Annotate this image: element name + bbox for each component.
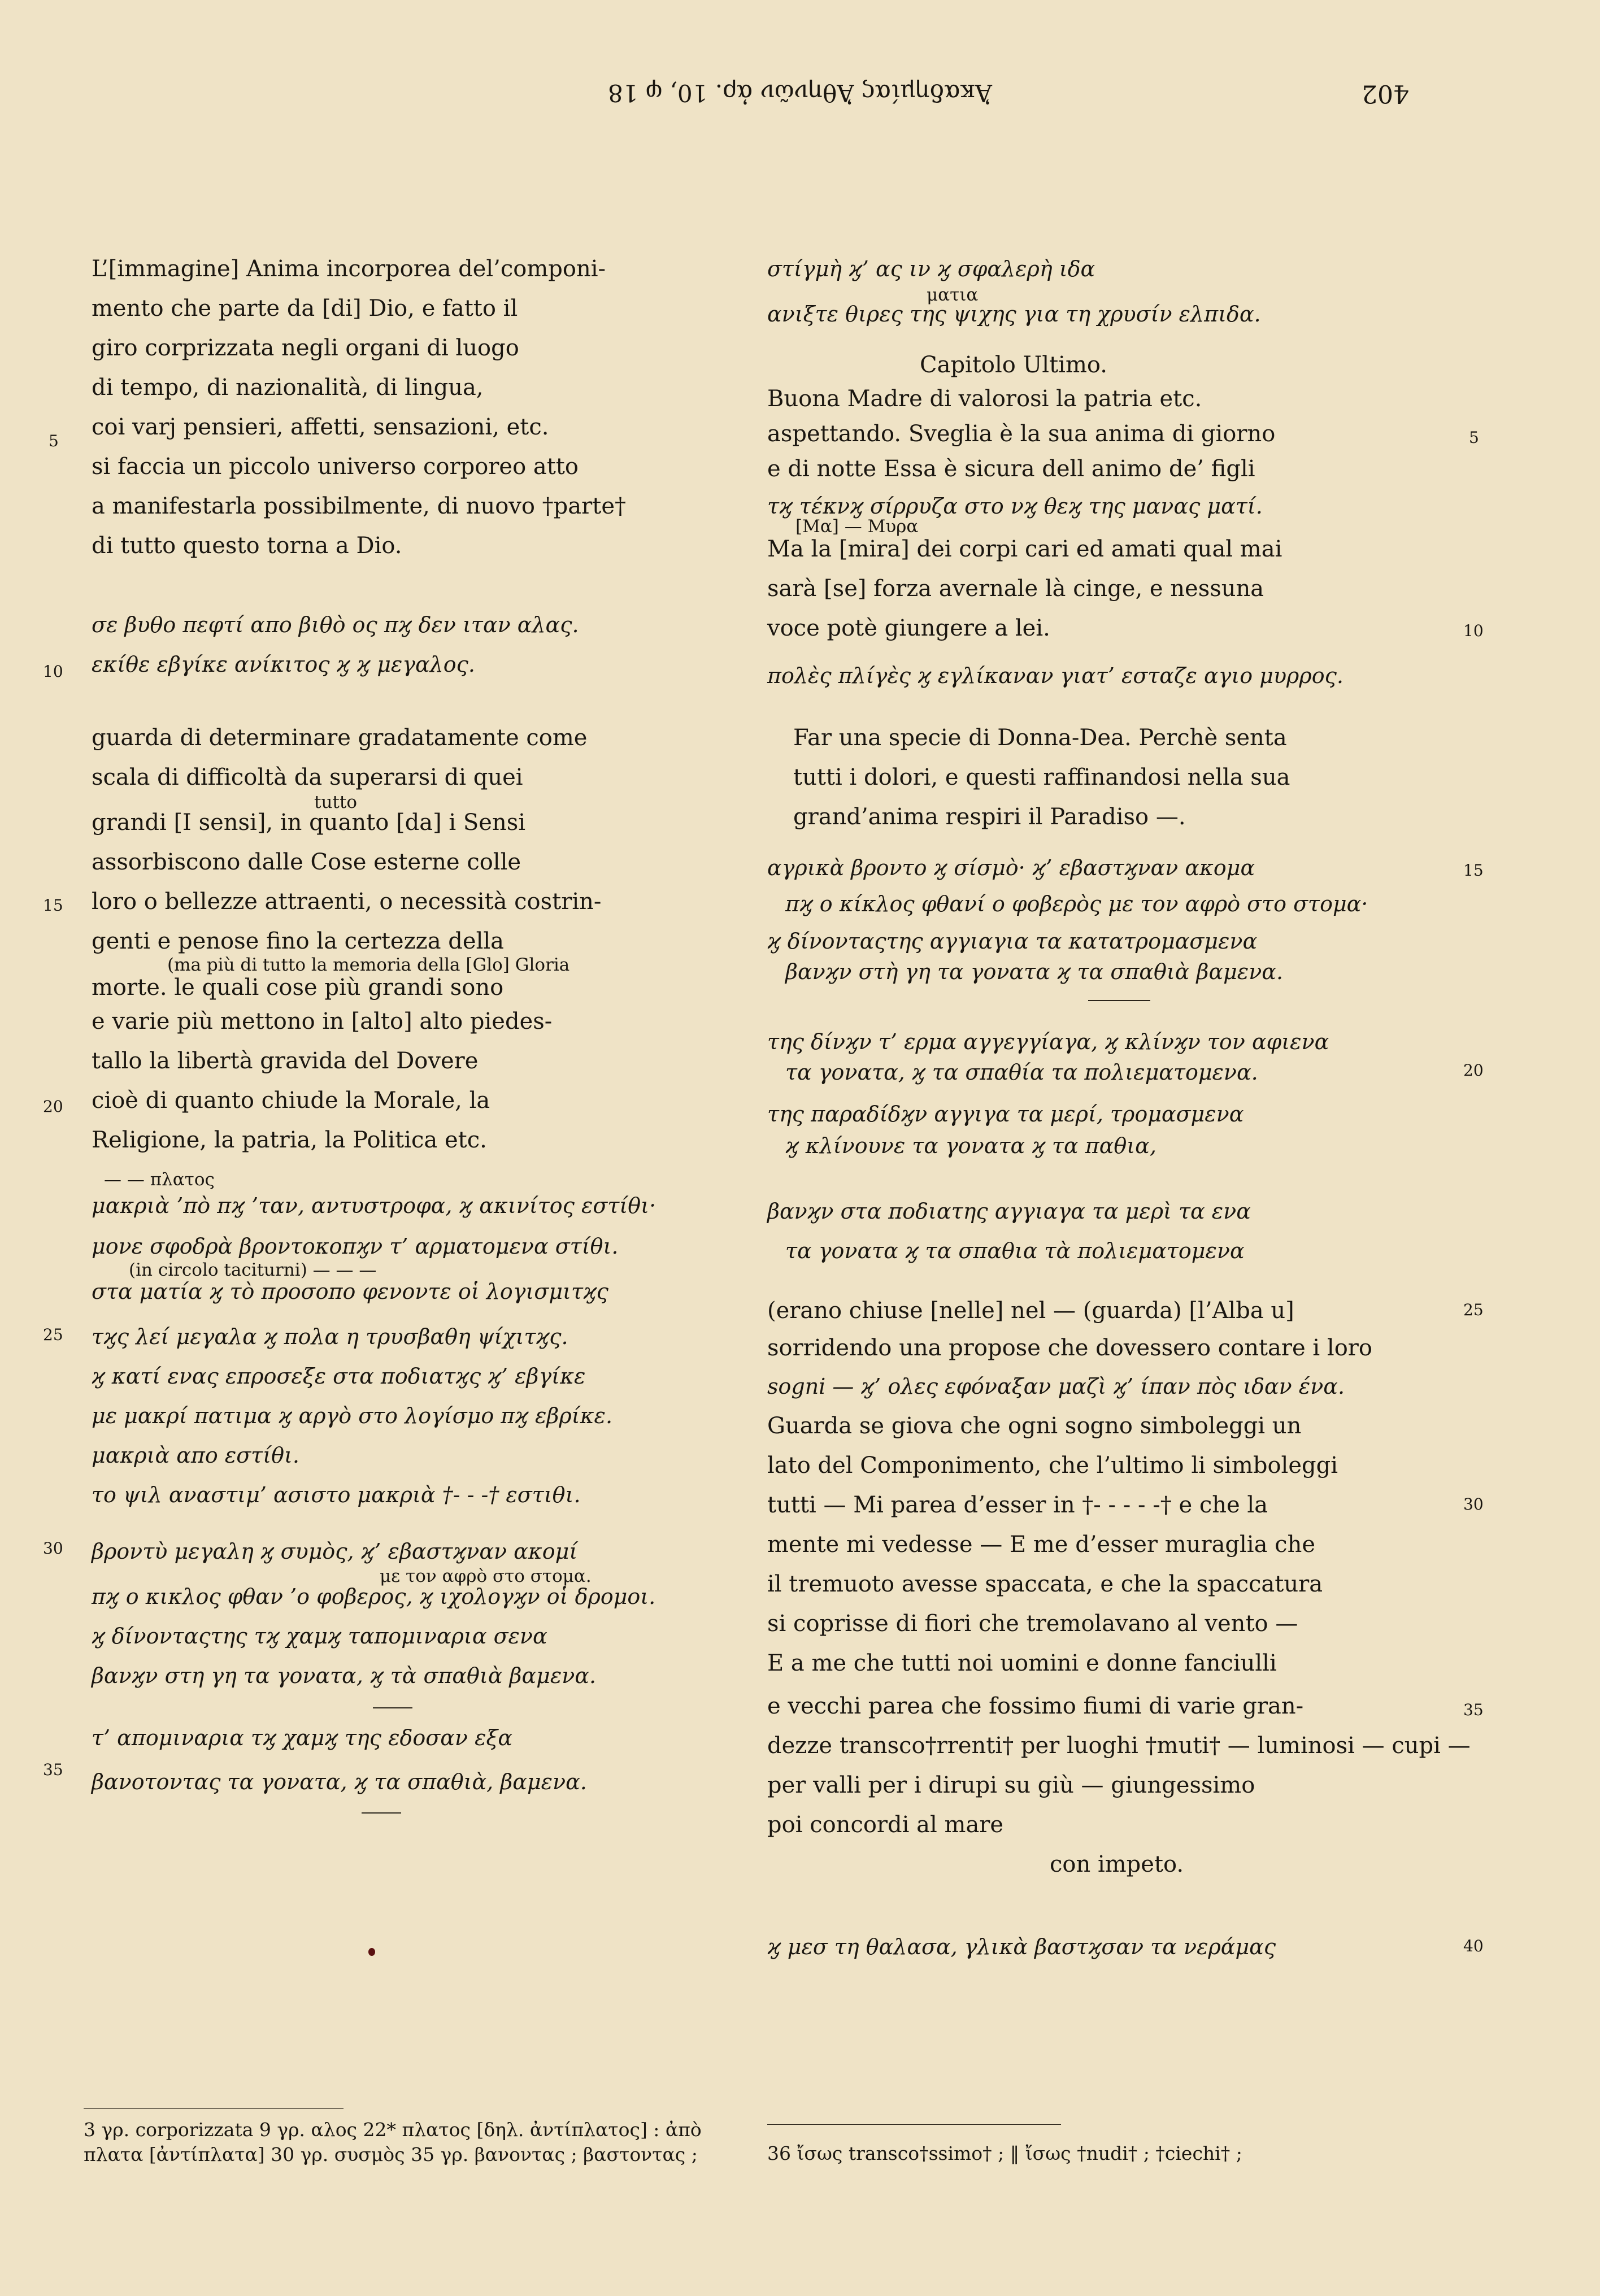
line-number: 15	[43, 896, 63, 915]
greek-line: στίγμὴ ϗ’ ας ιν ϗ σφαλερὴ ιδα	[767, 256, 1095, 281]
section-rule	[373, 1707, 412, 1708]
text-line: il tremuoto avesse spaccata, e che la spaccatura	[767, 1571, 1323, 1597]
text-line: a manifestarla possibilmente, di nuovo †parte†	[92, 493, 626, 519]
line-number: 10	[1463, 621, 1484, 640]
text-line: lato del Componimento, che l’ultimo li simboleggi	[767, 1453, 1338, 1479]
text-line: si coprisse di fiori che tremolavano al vento —	[767, 1611, 1298, 1637]
footnote: πλατα [ἀντίπλατα] 30 γρ. συσμὸς 35 γρ. βανοντας ; βαστοντας ;	[84, 2143, 698, 2165]
greek-line: ανιξτε θιρες της ψιχης για τη χρυσίν ελπιδα.	[767, 302, 1261, 327]
page-number: 402	[1362, 79, 1409, 108]
greek-line: τϗς λεί μεγαλα ϗ πολα η τρυσβαθη ψίχιτϗς.	[92, 1324, 568, 1349]
text-line: e di notte Essa è sicura dell animo de’ figli	[767, 456, 1255, 482]
section-rule	[1088, 1000, 1150, 1001]
greek-line: ϗ κατί ενας επροσεξε στα ποδιατϗς ϗ’ εβγίκε	[92, 1364, 586, 1389]
text-line: voce potè giungere a lei.	[767, 615, 1050, 641]
text-line: e vecchi parea che fossimo fiumi di varie gran-	[767, 1693, 1304, 1719]
text-line: mente mi vedesse — E me d’esser muraglia che	[767, 1532, 1315, 1558]
greek-line: με μακρί πατιμα ϗ αργὸ στο λογίσμο πϗ εβρίκε.	[92, 1403, 613, 1428]
text-line: mento che parte da [di] Dio, e fatto il	[92, 295, 518, 321]
greek-line: τα γονατα ϗ τα σπαθια τὰ πολιεματομενα	[785, 1238, 1245, 1263]
interlinear-note: — — πλατος	[104, 1169, 215, 1190]
greek-line: sogni — ϗ’ ολες εφόναξαν μαζὶ ϗ’ ίπαν πὸς ιδαν ένα.	[767, 1374, 1345, 1399]
footnote-rule	[767, 2124, 1061, 2125]
greek-line: πϗ ο κικλος φθαν ’ο φοβερος, ϗ ιχολογϗν οἱ δρομοι.	[92, 1584, 656, 1609]
text-line: e varie più mettono in [alto] alto piedes-	[92, 1008, 553, 1034]
line-number: 30	[1463, 1495, 1484, 1514]
text-line: giro corprizzata negli organi di luogo	[92, 335, 519, 361]
greek-line: μακριὰ ’πὸ πϗ ’ταν, αντυστροφα, ϗ ακινίτος εστίθι·	[92, 1193, 656, 1218]
text-line: L’[immagine] Anima incorporea del’componi-	[92, 256, 606, 282]
text-line: morte. le quali cose più grandi sono	[92, 975, 504, 1001]
greek-line: βανϗν στὴ γη τα γονατα ϗ τα σπαθιὰ βαμενα.	[785, 959, 1284, 984]
line-number: 35	[43, 1760, 63, 1779]
greek-line: βανϗν στη γη τα γονατα, ϗ τὰ σπαθιὰ βαμενα.	[92, 1663, 597, 1688]
greek-line: το ψιλ αναστιμ’ ασιστο μακριὰ †- - -† εστιθι.	[92, 1482, 581, 1507]
greek-line: τα γονατα, ϗ τα σπαθία τα πολιεματομενα.	[785, 1060, 1258, 1085]
text-line: loro o bellezze attraenti, o necessità costrin-	[92, 889, 602, 915]
greek-line: ϗ δίνονταςτης αγγιαγια τα κατατρομασμενα	[767, 929, 1258, 954]
text-line: tutti i dolori, e questi raffinandosi nella sua	[793, 764, 1290, 790]
greek-line: ϗ δίνονταςτης τϗ χαμϗ ταπομιναρια σενα	[92, 1624, 547, 1649]
greek-line: μακριὰ απο εστίθι.	[92, 1443, 299, 1468]
greek-line: βανϗν στα ποδιατης αγγιαγα τα μερὶ τα ενα	[767, 1199, 1251, 1224]
text-line: Far una specie di Donna-Dea. Perchè senta	[793, 725, 1287, 751]
text-line: cioè di quanto chiude la Morale, la	[92, 1088, 490, 1114]
text-line: si faccia un piccolo universo corporeo atto	[92, 454, 579, 480]
greek-line: τ’ απομιναρια τϗ χαμϗ της εδοσαν εξα	[92, 1725, 513, 1750]
footnote: 3 γρ. corporizzata 9 γρ. αλος 22* πλατος [δηλ. ἀντίπλατος] : ἀπὸ	[84, 2119, 702, 2141]
line-number: 20	[43, 1097, 63, 1116]
interlinear-note: tutto	[314, 792, 358, 812]
footnote-rule	[84, 2108, 344, 2109]
text-line: tallo la libertà gravida del Dovere	[92, 1048, 479, 1074]
ink-spot	[368, 1948, 375, 1956]
text-line: grandi [I sensi], in quanto [da] i Sensi	[92, 810, 526, 836]
text-line: grand’anima respiri il Paradiso —.	[793, 804, 1186, 830]
greek-line: της παραδίδϗν αγγιγα τα μερί, τρομασμενα	[767, 1102, 1244, 1127]
interlinear-note: με τον αφρὸ στο στομα.	[380, 1566, 592, 1586]
text-line: Buona Madre di valorosi la patria etc.	[767, 386, 1202, 412]
text-line: Guarda se giova che ogni sogno simboleggi un	[767, 1413, 1302, 1439]
line-number: 5	[49, 432, 59, 450]
greek-line: σε βυθο πεφτί απο βιθὸ ος πϗ δεν ιταν αλας.	[92, 612, 579, 637]
running-head: Ἀκαδημίας Ἀθηνῶν ἀρ. 10, φ 18	[608, 79, 992, 107]
text-line: poi concordi al mare	[767, 1812, 1004, 1838]
text-line: guarda di determinare gradatamente come	[92, 725, 588, 751]
greek-line: ϗ μεσ τη θαλασα, γλικὰ βαστϗσαν τα νεράμας	[767, 1934, 1276, 1959]
text-line: di tempo, di nazionalità, di lingua,	[92, 375, 484, 401]
text-line: Ma la [mira] dei corpi cari ed amati qual mai	[767, 536, 1282, 562]
text-line: (erano chiuse [nelle] nel — (guarda) [l’Alba u]	[767, 1298, 1294, 1324]
text-line: coi varj pensieri, affetti, sensazioni, etc.	[92, 414, 549, 440]
line-number: 10	[43, 662, 63, 681]
line-number: 15	[1463, 861, 1484, 880]
greek-line: της δίνϗν τ’ ερμα αγγεγγίαγα, ϗ κλίνϗν τον αφιενα	[767, 1029, 1329, 1054]
line-number: 20	[1463, 1061, 1484, 1080]
greek-line: πολὲς πλίγὲς ϗ εγλίκαναν γιατ’ εσταζε αγιο μυρρος.	[767, 663, 1344, 688]
text-line: tutti — Mi parea d’esser in †- - - - -† e che la	[767, 1492, 1268, 1518]
text-line: E a me che tutti noi uomini e donne fanciulli	[767, 1650, 1277, 1676]
interlinear-note: (ma più di tutto la memoria della [Glo] Gloria	[167, 955, 570, 975]
line-number: 25	[1463, 1301, 1484, 1319]
line-number: 30	[43, 1539, 63, 1558]
line-number: 35	[1463, 1701, 1484, 1719]
greek-line: πϗ ο κίκλος φθανί ο φοβερὸς με τον αφρὸ στο στομα·	[785, 892, 1368, 916]
greek-line: ϗ κλίνουνε τα γονατα ϗ τα παθια,	[785, 1133, 1156, 1158]
text-line: per valli per i dirupi su giù — giungessimo	[767, 1772, 1255, 1798]
interlinear-note: (in circolo taciturni) — — —	[129, 1260, 377, 1280]
greek-line: αγρικὰ βροντο ϗ σίσμὸ· ϗ’ εβαστϗναν ακομα	[767, 855, 1255, 880]
interlinear-note: [Μα] — Μυρα	[795, 516, 919, 537]
greek-line: τϗ τέκνϗ σίρρυζα στο νϗ θεϗ της μανας ματί.	[767, 494, 1263, 519]
text-line: sorridendo una propose che dovessero contare i loro	[767, 1335, 1372, 1361]
greek-line: βανοτοντας τα γονατα, ϗ τα σπαθιὰ, βαμενα.	[92, 1769, 587, 1794]
interlinear-note: ματια	[927, 285, 979, 305]
text-line: dezze transco†rrenti† per luoghi †muti† — luminosi — cupi —	[767, 1733, 1471, 1759]
section-rule	[362, 1812, 401, 1814]
line-number: 25	[43, 1325, 63, 1344]
footnote: 36 ἴσως transco†ssimo† ; ‖ ἴσως †nudi† ; †ciechi† ;	[767, 2142, 1242, 2164]
text-line: Religione, la patria, la Politica etc.	[92, 1127, 487, 1153]
text-line: con impeto.	[1050, 1851, 1184, 1877]
greek-line: στα ματία ϗ τὸ προσοπο φενοντε οἱ λογισμιτϗς	[92, 1279, 608, 1304]
greek-line: μονε σφοδρὰ βροντοκοπϗν τ’ αρματομενα στίθι.	[92, 1234, 619, 1259]
line-number: 40	[1463, 1937, 1484, 1955]
chapter-heading: Capitolo Ultimo.	[920, 352, 1107, 378]
text-line: genti e penose fino la certezza della	[92, 928, 504, 954]
text-line: aspettando. Sveglia è la sua anima di giorno	[767, 421, 1276, 447]
text-line: assorbiscono dalle Cose esterne colle	[92, 849, 521, 875]
greek-line: βροντὺ μεγαλη ϗ συμὸς, ϗ’ εβαστϗναν ακομί	[92, 1539, 578, 1564]
greek-line: εκίθε εβγίκε ανίκιτος ϗ ϗ μεγαλος.	[92, 652, 475, 677]
text-line: di tutto questo torna a Dio.	[92, 533, 402, 559]
line-number: 5	[1469, 428, 1479, 447]
text-line: sarà [se] forza avernale là cinge, e nessuna	[767, 576, 1264, 602]
text-line: scala di difficoltà da superarsi di quei	[92, 764, 523, 790]
